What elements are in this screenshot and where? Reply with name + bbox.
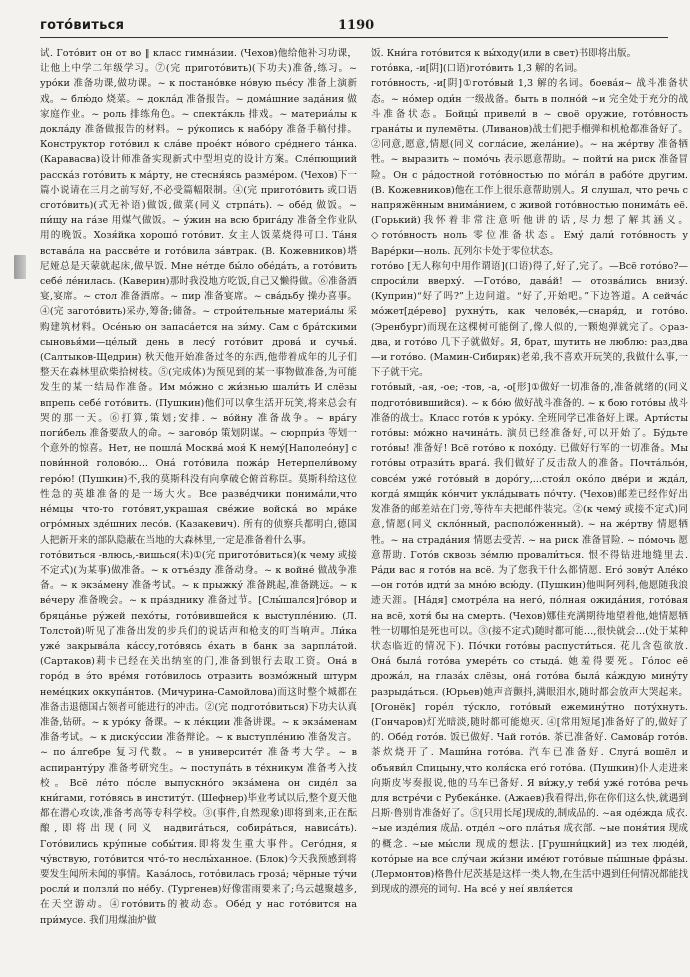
entry-gotovyi: готóвый, -ая, -ое; -тов, -а, -о[形]①做好一切准备的,准备就绪的(同义 подготóвившийся). ~ к бóю 做好战斗准备的. ~ к бою готóвы 战斗准备的战士。Класс готóв к урóку. 全班同学已准备好上课。Арти́сты готóвы: мóжно начина́ть. 演员已经准备好,可以开始了。Бу́дьте готóвы! 准备好! Всё готóво к похóду. 已做好行军的一切准备。Мы готóвы отрази́ть врага́. 我们做好了反击敌人的准备。Почта́льо́н, совсéм ужé готóвый в дорóгу,...стоя́л окóло двéри и жда́л, когда́ ямщи́к кóнчит укла́дывать пóчту. (Чехов)邮差已经作好出发准备的邮差站在门旁,等待车夫把邮件装完。②(к чему́ 或接不定式)同意,情愿(同义 склóнный, располóженный). ~ на жéртву 情愿牺牲。~ на страда́ния 情愿去受苦. ~ на риск 准备冒险. ~ пóмочь 愿意帮助. Готóв сквозь зéмлю провали́ться. 恨不得钻进地缝里去. Ра́ди вас я готóв на всё. 为了您我干什么都情愿. Его́ зову́т Алéко—он готóв идти́ за мнóю всю́ду. (Пушкин)他叫阿列科,他愿随我浪迹天涯。[На́дя] смотрéла на негó, пóлная ожида́ния, гото́вая на всё, хотя́ бы на смерть. (Чехов)娜佳充满期待地望着他,她情愿牺牲一切哪怕是死也可以。③(接不定式)随时都可能…,很快就会…(处于某种状态临近的情况下). Пóчки готóвы распусти́ться. 花儿含苞欲放. Она́ была́ готóва умерéть со стыда́. 她羞得要死。Гóлос её дрожа́л, на глаза́х слёзы, она́ готóва была́ ка́ждую минýту разрыда́ться. (Юрьев)她声音颤抖,满眼泪水,随时都会放声大哭起来。[Огонёк] горéл тýскло, готóвый ежемину́тно потýхнуть. (Гончаров)灯光暗淡,随时都可能熄灭. ④[常用短尾]准备好了的,做好了的. Обéд готóв. 饭已做好. Чай готóв. 茶已准备好. Самовáр готóв. 茶炊烧开了. Маши́на готóва. 汽车已准备好. Слуга́ вошёл и объяви́л Спицыну,что коля́ска его́ готóва. (Пушкин)仆人走进来向斯皮岑奏报说,他的马车已备好. Я ви́жу,у тебя́ ужé готóва речь для встрéчи с Рубека́нке. (Ажаев)我看得出,你在你们这么快,就遇到吕斯·鲁别肯准备好了。⑤[只用长尾]现成的,制成品的. ~ая одéжда 成衣. ~ые издéлия 成品. отдéл ~ого пла́тья 成衣部. ~ые поня́тия 现成的概念. ~ые мы́сли 现成的想法. [Грушни́цкий] из тех людéй, котóрые на все слу́чаи жи́зни имéют готóвые пы́шные фра́зы. (Лермонтов)格鲁什尼茨基是这样一类人物,在生活中遇到任何情况都能找到现成的漂亮的词句. На всé у неí явля́ется	[371, 382, 688, 896]
left-column	[40, 46, 357, 971]
entry-gotovnost: готóвность, -и[阴]①готóвый 1,3 解的名词。боева́я~ 战斗准备状态。~ нóмер оди́н 一级战备。быть в полно́й ~и 完全处于充分的战斗准备状态。Бойцы́ привели́ в ~ своё оружие, гото́вность гранáты и пулемёты. (Ливанов)战士们把手榴弹和机枪都准备好了。②同意,愿意,情愿(同义 согла́сие, жела́ние)。~ на жéртву 准备牺牲。~ выразить ~ помо́чь 表示愿意帮助。~ пойти́ на риск 准备冒险。Он с ра́достной готóвностью по мóгáл в рабóте другим. (В. Кожевников)他在工作上很乐意帮助别人。Я слушал, что речь с напряжённым внима́нием, с живой готóвностью понима́ть её. (Горький)我怀着非常注意听他讲的话,尽力想了解其涵义。◇готóвность ноль 零位准备状态。Ему́ дали́ готóвность у Варе́рки—ноль. 瓦列尔卡处于零位状态。	[371, 78, 688, 257]
entry-gotovit-continued: 试. Готóвит он от во ‖ класс гимна́зии. (Чехов)他给他补习功课，让他上中学二年级学习。⑦(完 пригото́вить)(下功夫)准备,练习。~ урóки 准备功课,做功课。~ к постанóвке нóвую пьéсу 准备上演新戏。~ блю́до 烧菜。~ докла́д 准备报告。~ дома́шние зада́ния 做家庭作业。~ роль 排练角色。~ спекта́кль 排戏。~ материа́лы к докла́ду 准备做报告的材料。~ рýкопись к набóру 准备手稿付排。Конструктор готóвил к сла́ве проéкт нóвого срéднего та́нка. (Каравасва)设计师准备实现新式中型坦克的设计方案。Слéпющиий расска́з готóвить к ма́рту, не стесня́ясь разме́ром. (Чехов)下一篇小说请在三月之前写好,不必受篇幅限制。④(完 пригото́вить 或口语 сгото́вить)(式无补语)做饭,做菜(同义 стрпа́ть). ~ обéд 做饭。~ пи́щу на га́зе 用煤气做饭。~ у́жин на всю брига́ду 准备全作业队用的晚饭。Хозя́йка хорошо́ готóвит. 女主人饭菜烧得可口. Та́ня встава́ла на рассвéте и готóвила за́втрак. (В. Кожевников)塔尼娅总是天蒙就起床,做早饭. Мне нéтде бы́ло обéда́ть, а готóвить себé ле́нилась. (Каверин)那时我没地方吃饭,自己又懒得做。⑥准备酒宴,宴席。~ стол 准备酒席。~ пир 准备宴席。~ сва́дьбу 操办喜事。④(完 заготóвить)采办,筹备;储备。~ строи́тельные материа́лы 采购建筑材料。Осéнью он запаса́ется на зи́му. Сам с бра́тскими сыновья́ми—цéлый день в лесу́ готóвит дрова́ и сучья́. (Салтыков-Щедрин) 秋天他开始准备过冬的东西,他带着成年的儿子们整天在森林里砍柴拾树枝。⑤(完成体)为预见到的某一事物做准备,为可能发生的某一结局作准备。Им мóжно с жи́знью шали́ть И слёзы впрепь себé готóвить. (Пушкин)他们可以拿生活开玩笑,将来总会有哭的那一天。⑥打算,策划;安排. ~ вóйну 准备战争。~ вра́гу поги́бель 准备要敌人的命。~ заговóр 策划阴谋。~ сюрпри́з 等划一个意外的惊喜。Нет, не пошла́ Москва́ моя́ К нему́[Наполео́ну] с пови́нной голово́ю... Она́ готóвила пожа́р Нетерпели́вому герóю! (Пушкин)不,我的莫斯科没有向拿破仑俯首称臣。莫斯科给这位性急的英雄准备的是一场大火。Все разве́дчики понима́ли,что нéмцы что-то готóвят,украшая свéжие войска́ во мра́ке огрóмных здéшних лесóв. (Казакевич). 所有的侦察兵都明白,德国人把新开来的部队隐蔽在当地的大森林里,一定是准备着什么事。	[40, 48, 357, 546]
header-rule	[40, 37, 668, 38]
entry-gotovka: готóвка, -и[阴](口语)готóвить 1,3 解的名词。	[371, 63, 584, 75]
binding-mark	[14, 255, 26, 279]
running-headword: готóвиться	[40, 18, 125, 33]
entry-gotovitsya: готóвиться -влюсь,-вишься(未)①(完 пригото́виться)(к чему 或接不定式)(为某事)做准备。~ к отъéзду 准备动身。~ к войнé 做战争准备。~ к экза́мену 准备考试。~ к прыжку́ 准备跳起,准备跳远。~ к вéчеру 准备晚会。~ к пра́зднику 准备过节。[Слы́шался]гóвор и бряца́нье ру́жей пехóты, готóвившейся к выступлéнию. (Л. Толстой)听见了准备出发的步兵们的说话声和枪支的叮当响声。Ли́ка ужé закрыва́ла ка́ссу,готóвясь éхать в банк за зарпла́той. (Сартаков)莉卡已经在关出纳室的门,准备到银行去取工资。Она́ в горóд в э́то врéмя готóвилось отразить возмóжный штурм немéцких оккупа́нтов. (Мичурина-Самойлова)而这时整个城都在准备击退德国占领者可能进行的冲击。②(完 подготóвиться)下功夫认真准备,钻研。~ к урóку 备课。~ к лéкции 准备讲课。~ к экза́менам 准备考试。~ к диску́ссии 准备辩论。~ к выступлéнию 准备发言。~ по а́лгебре 复习代数。~ в университéт 准备考大学。~ в аспиранту́ру 准备考研究生。~ поступа́ть в тéхникум 准备考入技校。Всё лéто пóсле выпускнóго экза́мена он сидéл за кни́гами, готóвясь в институ́т. (Шефнер)毕业考试以后,整个夏天他都在潜心攻读,准备考高等专科学校。③(事件,自然现象)即将到来,正在酝酿,即将出现(同义 надвига́ться, собира́ться, нависа́ть). Готóвились кру́пные собы́тия.即将发生重大事件。Сегóдня, я чу́вствую, готóвится чтó-то неслы́ханное. (Блок)今天我预感到将要发生闻所未闻的事情。Каза́лось, готóвилась гроза́; чёрные ту́чи росли́ и ползли́ по нéбу. (Тургенев)好像雷雨要来了;乌云越聚越多,在天空游动。④готóвить的被动态。Обéд у нас готóвится на при́мусе. 我们用煤油炉做	[40, 549, 357, 926]
right-column	[371, 46, 688, 971]
entry-gotovitsya-continued: 饭. Кни́га готóвится к вы́ходу(или в свет)书即将出版。	[371, 48, 637, 59]
page-header	[40, 18, 660, 38]
dictionary-columns	[40, 46, 688, 971]
page-number: 1190	[338, 18, 375, 33]
entry-gotovo: готóво [无人称句中用作谓语](口语)得了,好了,完了。—Всё гото́во?—спроси́ли вверху́. —Гото́во, дава́й! — отозва́лись внизу́. (Куприн)“好了吗?”上边问道。“好了,开始吧。”下边答道。А сейча́с мóжет[дéрево] рухну́ть, как человéк,—снаря́д, и гото́во. (Эренбург)而现在这棵树可能倒了,像人似的,一颗炮弹就完了。◇раз-два, и готóво 几下子就做好。Я, брат, шутить не люблю: раз,два—и гото́во. (Мамин-Сибиряк)老弟,我不喜欢开玩笑的,我做什么事,一下子就干完。	[371, 260, 688, 379]
